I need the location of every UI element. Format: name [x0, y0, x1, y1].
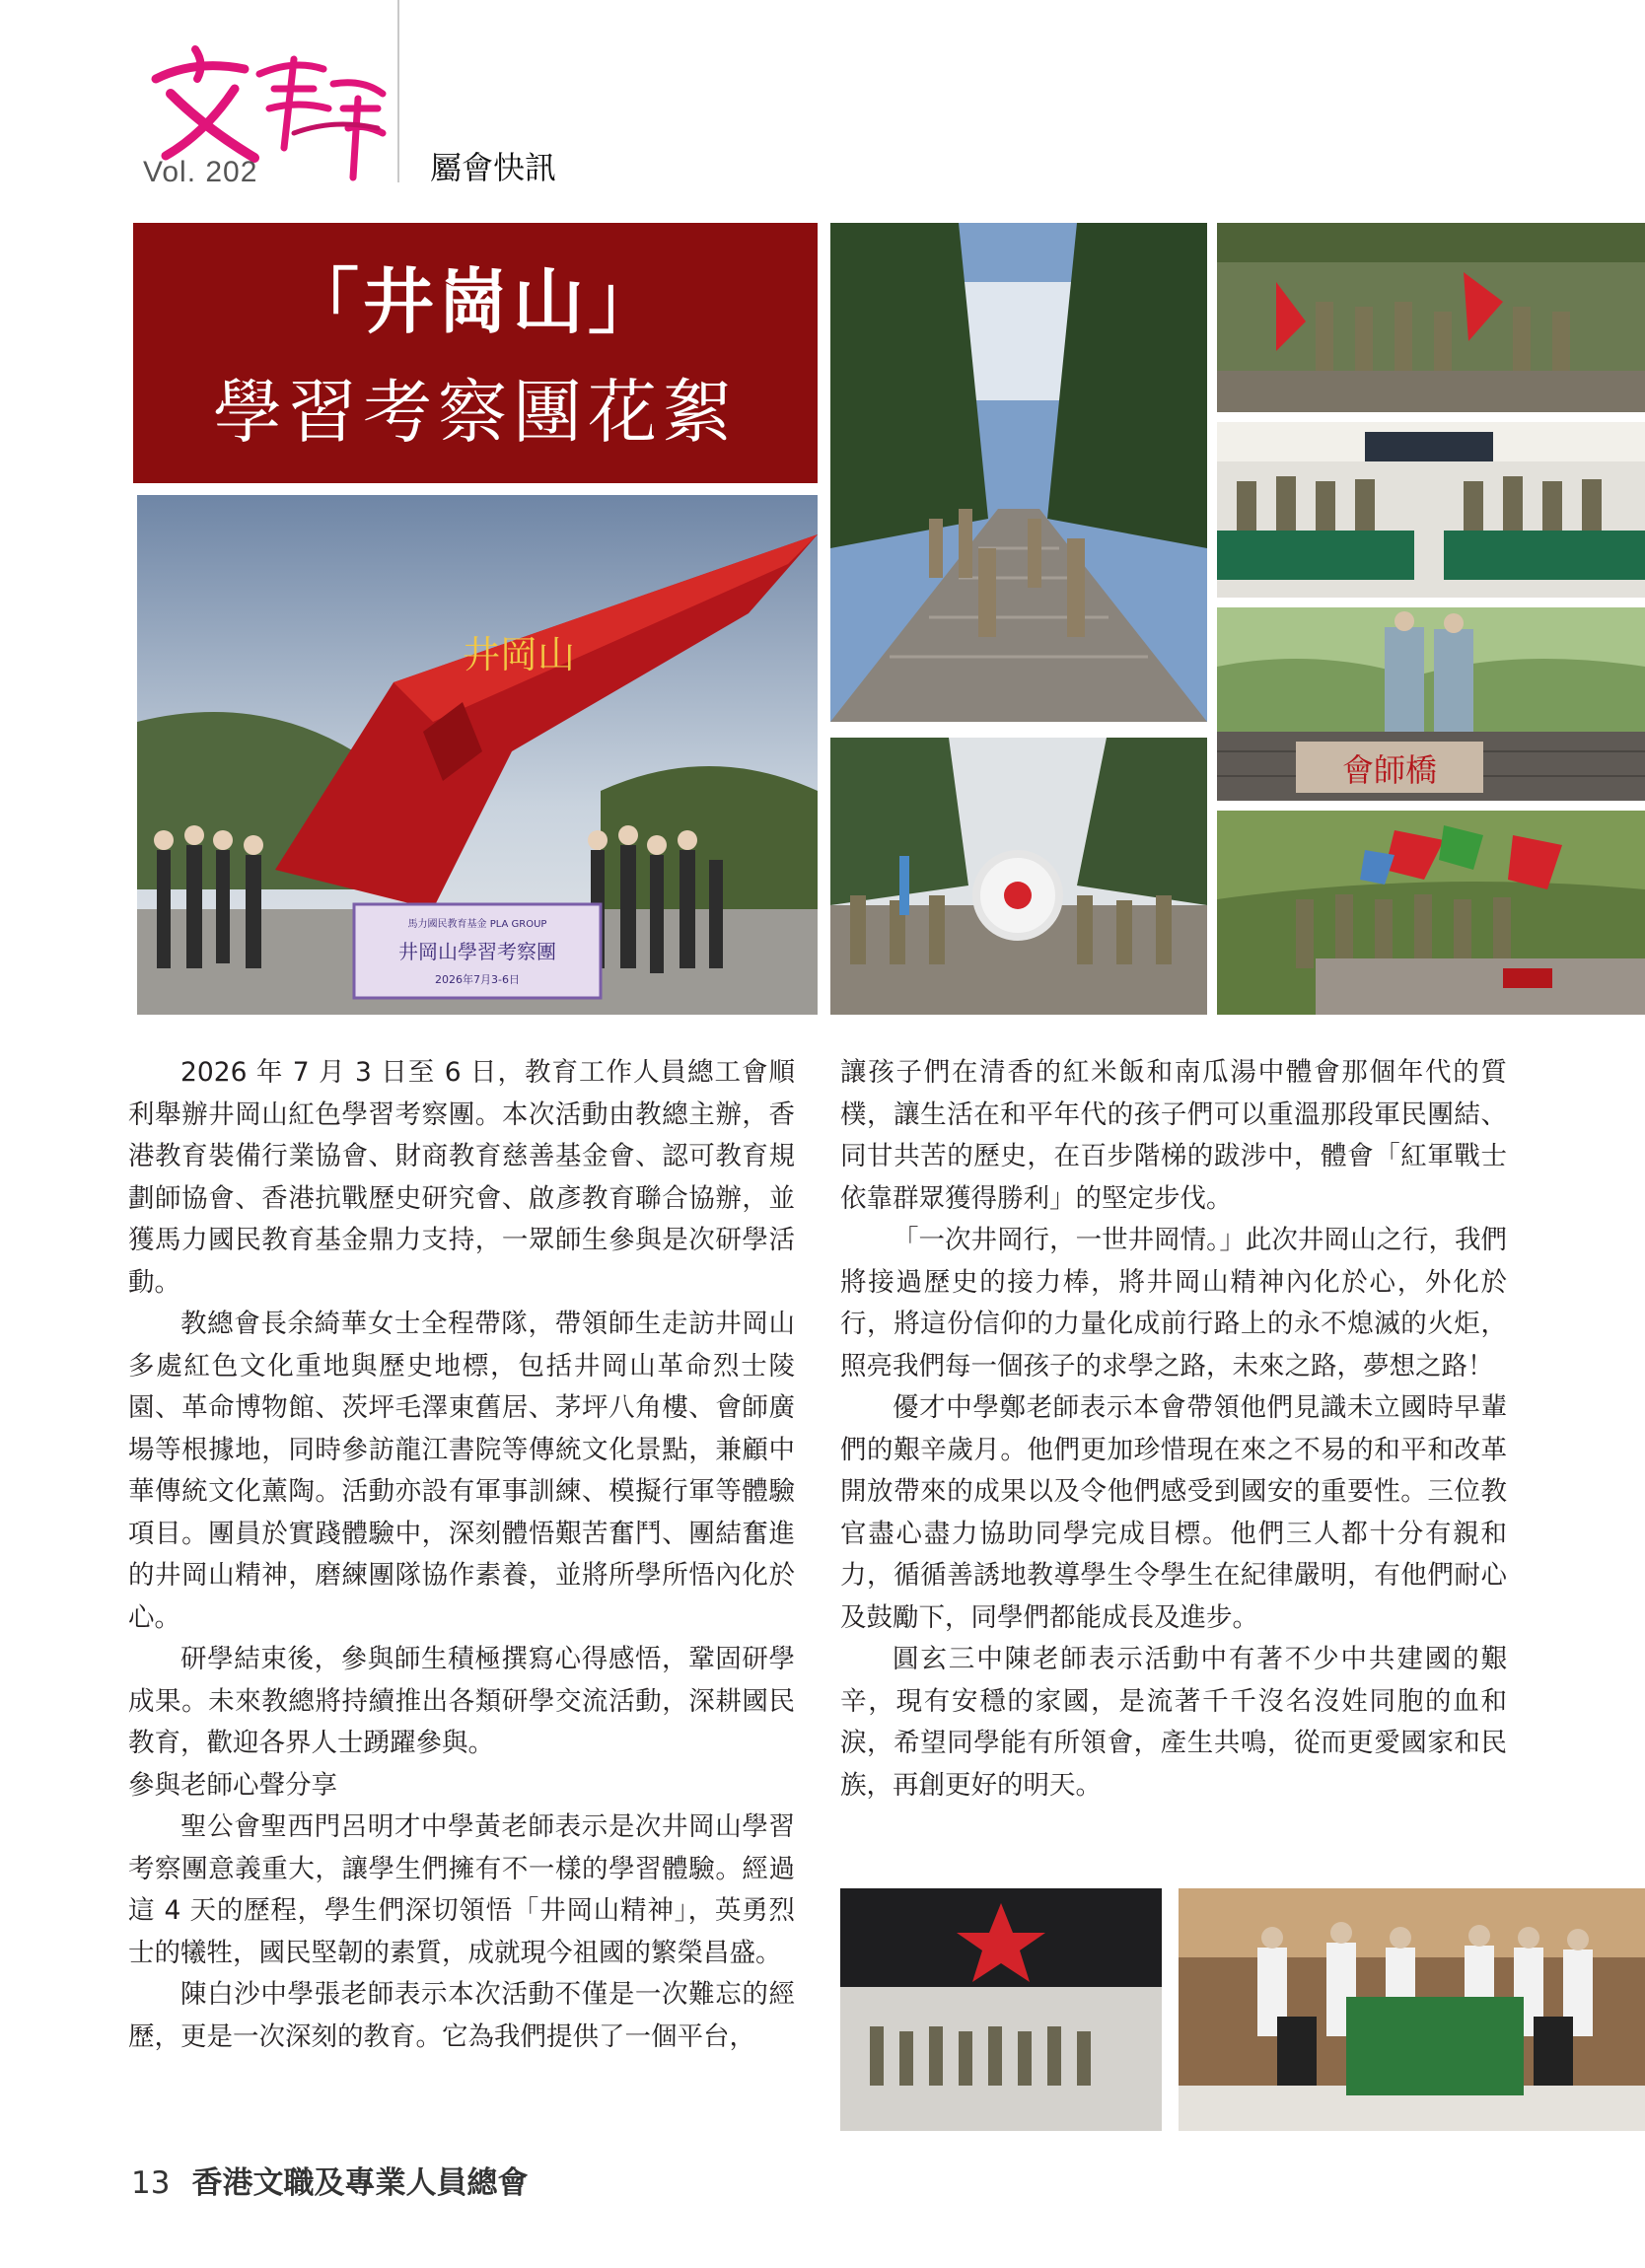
paragraph: 研學結束後，參與師生積極撰寫心得感悟，鞏固研學成果。未來教總將持續推出各類研學交流活動，深耕國民教育，歡迎各界人士踴躍參與。	[128, 1644, 795, 1758]
photo-forest-stairs	[830, 223, 1207, 722]
paragraph: 教總會長余綺華女士全程帶隊，帶領師生走訪井岡山多處紅色文化重地與歷史地標，包括井岡山革命烈士陵園、革命博物館、茨坪毛澤東舊居、茅坪八角樓、會師廣場等根據地，同時參訪龍江書院等傳統文化景點，兼顧中華傳統文化薰陶。活動亦設有軍事訓練、模擬行軍等體驗項目。團員於實踐體驗中，深刻體悟艱苦奮鬥、團結奮進的井岡山精神，磨練團隊協作素養，並將所學所悟內化於心。	[128, 1309, 795, 1633]
paragraph: 2026 年 7 月 3 日至 6 日，教育工作人員總工會順利舉辦井岡山紅色學習考察團。本次活動由教總主辦，香港教育裝備行業協會、財商教育慈善基金會、認可教育規劃師協會、香港抗戰歷史研究會、啟彥教育聯合協辦，並獲馬力國民教育基金鼎力支持，一眾師生參與是次研學活動。	[128, 1057, 795, 1298]
paragraph: 聖公會聖西門呂明才中學黃老師表示是次井岡山學習考察團意義重大，讓學生們擁有不一樣的學習體驗。經過這 4 天的歷程，學生們深切領悟「井岡山精神」，英勇烈士的犧牲，國民堅韌的素質，成就現今祖國的繁榮昌盛。	[128, 1811, 795, 1968]
paragraph: 「一次井岡行，一世井岡情。」此次井岡山之行，我們將接過歷史的接力棒，將井岡山精神內化於心，外化於行，將這份信仰的力量化成前行路上的永不熄滅的火炬，照亮我們每一個孩子的求學之路，未來之路，夢想之路！	[840, 1225, 1507, 1382]
photo-red-army-costume	[1217, 607, 1645, 732]
article-column-right	[840, 1052, 1507, 1807]
photo-memorial-wreath	[830, 738, 1207, 1015]
photo-lake-flags	[1217, 223, 1645, 412]
paragraph: 陳白沙中學張老師表示本次活動不僅是一次難忘的經歷，更是一次深刻的教育。它為我們提供了一個平台，	[128, 1979, 795, 2052]
section-label: 屬會快訊	[430, 149, 557, 186]
photo-monument-group	[137, 495, 818, 1015]
article-title: 「井崗山」	[287, 260, 663, 343]
paragraph: 圓玄三中陳老師表示活動中有著不少中共建國的艱辛，現有安穩的家國，是流著千千沒名沒姓同胞的血和淚，希望同學能有所領會，產生共鳴，從而更愛國家和民族，再創更好的明天。	[840, 1644, 1507, 1801]
subheading: 參與老師心聲分享	[128, 1769, 337, 1801]
article-subtitle: 學習考察團花絮	[213, 372, 738, 453]
banner-date-text: 2026年7月3-6日	[435, 973, 520, 986]
article-column-left	[128, 1052, 795, 2058]
banner-sponsor-text: 馬力國民教育基金 PLA GROUP	[407, 919, 547, 930]
page-number: 13	[131, 2165, 171, 2201]
monument-sign-text: 井岡山	[463, 633, 576, 676]
photo-bridge-sign	[1217, 732, 1645, 801]
page-footer	[131, 2158, 528, 2202]
paragraph: 讓孩子們在清香的紅米飯和南瓜湯中體會那個年代的質樸，讓生活在和平年代的孩子們可以重溫那段軍民團結、同甘共苦的歷史，在百步階梯的跋涉中，體會「紅軍戰士依靠群眾獲得勝利」的堅定步伐。	[840, 1057, 1507, 1214]
photo-students-green-banner	[1179, 1888, 1645, 2131]
photo-flags-wall	[1217, 811, 1645, 1015]
photo-meeting-hall	[1217, 422, 1645, 598]
photo-museum-star-hall	[840, 1888, 1162, 2131]
header-divider	[397, 0, 399, 182]
organization-name: 香港文職及專業人員總會	[191, 2165, 529, 2201]
volume-label: Vol. 202	[143, 156, 258, 188]
banner-title-text: 井岡山學習考察團	[398, 940, 556, 963]
paragraph: 優才中學鄭老師表示本會帶領他們見識未立國時早輩們的艱辛歲月。他們更加珍惜現在來之不易的和平和改革開放帶來的成果以及令他們感受到國安的重要性。三位教官盡心盡力協助同學完成目標。他們三人都十分有親和力，循循善誘地教導學生令學生在紀律嚴明，有他們耐心及鼓勵下，同學們都能成長及進步。	[840, 1392, 1507, 1633]
bridge-sign-text: 會師橋	[1341, 751, 1438, 789]
